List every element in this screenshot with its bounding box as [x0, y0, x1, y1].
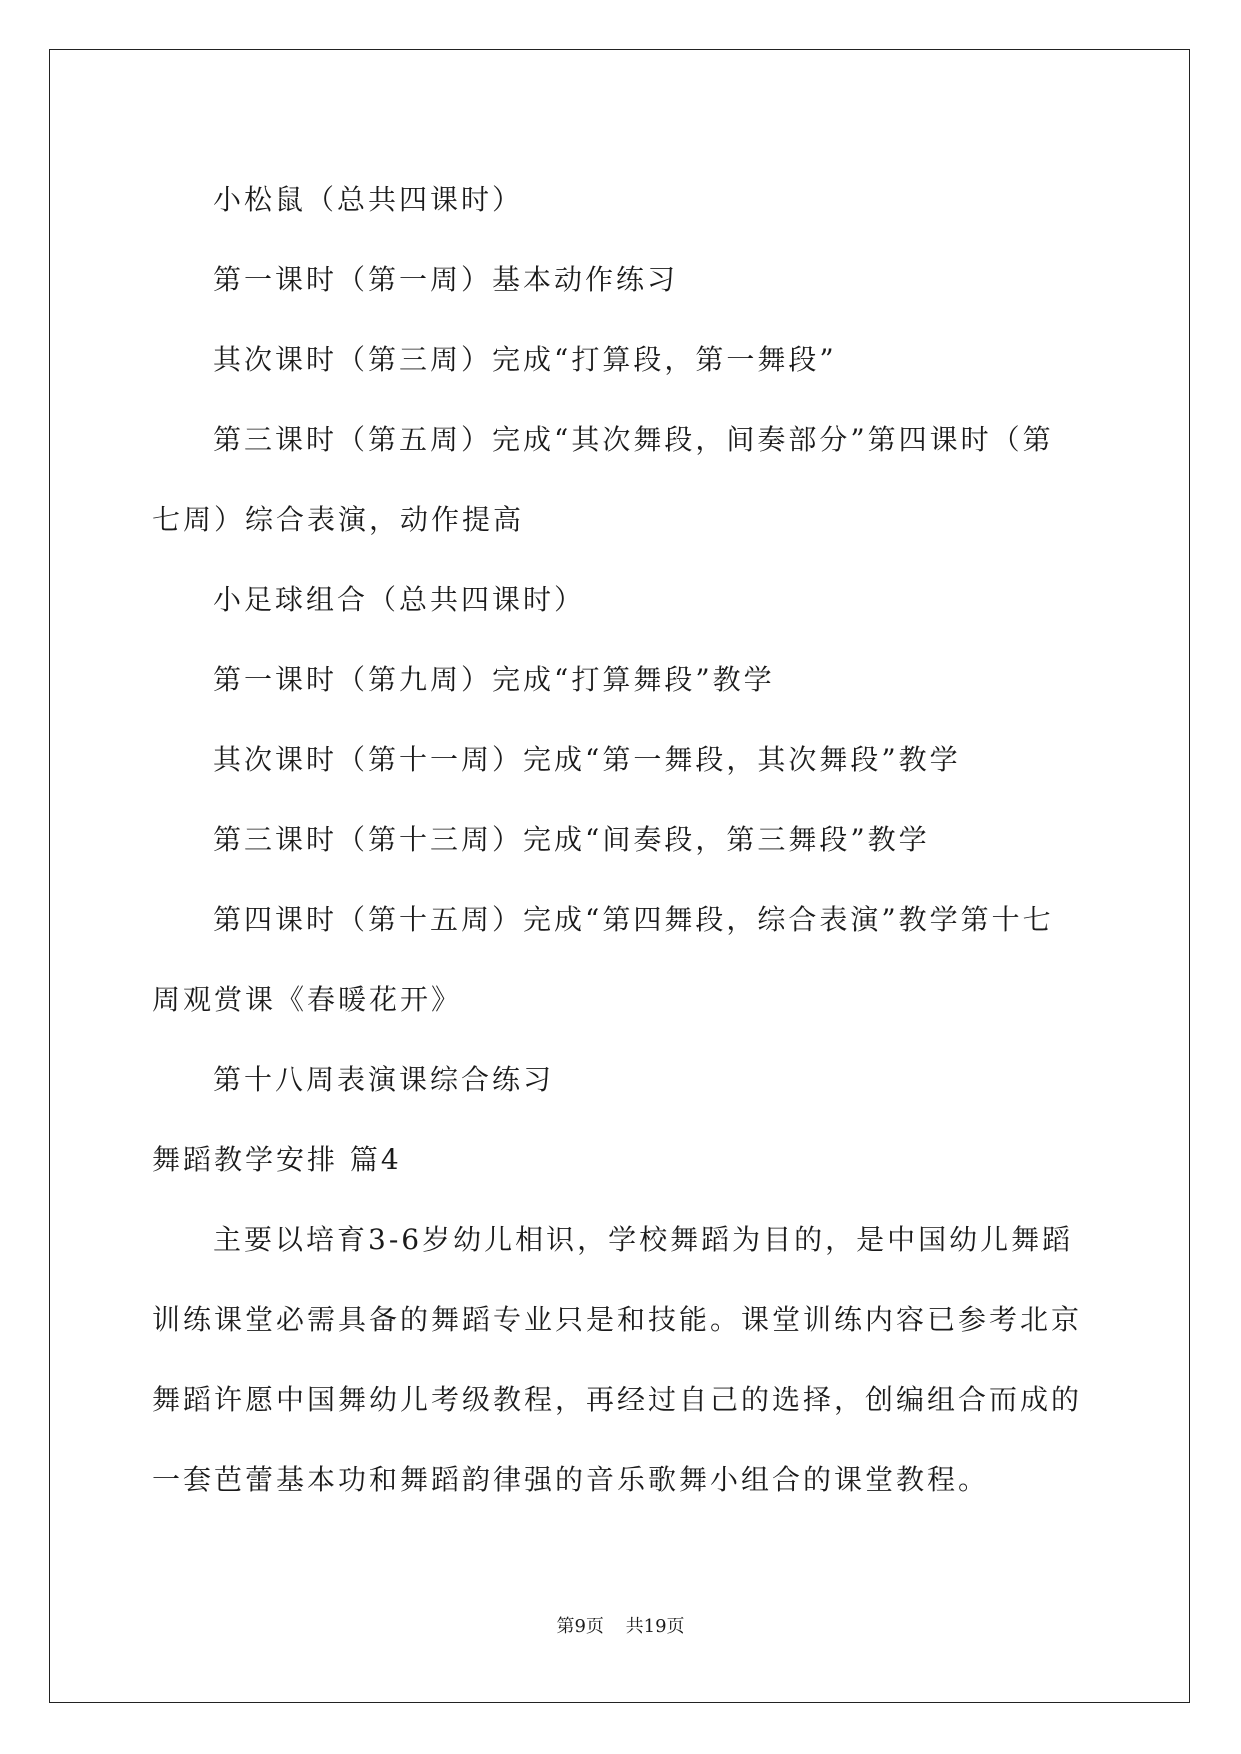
- page-number: 第9页: [556, 1616, 604, 1637]
- document-body: [152, 160, 1082, 1520]
- paragraph: 其次课时（第十一周）完成“第一舞段，其次舞段”教学: [213, 743, 961, 776]
- paragraph: 第三课时（第十三周）完成“间奏段，第三舞段”教学: [213, 823, 930, 856]
- body-paragraph: 主要以培育3-6岁幼儿相识，学校舞蹈为目的，是中国幼儿舞蹈训练课堂必需具备的舞蹈专业只是和技能。课堂训练内容已参考北京舞蹈许愿中国舞幼儿考级教程，再经过自己的选择，创编组合而成的一套芭蕾基本功和舞蹈韵律强的音乐歌舞小组合的课堂教程。: [152, 1223, 1083, 1496]
- paragraph: 第一课时（第一周）基本动作练习: [213, 263, 679, 296]
- section-heading: 舞蹈教学安排 篇4: [152, 1143, 402, 1176]
- paragraph: 第一课时（第九周）完成“打算舞段”教学: [213, 663, 775, 696]
- paragraph: 其次课时（第三周）完成“打算段，第一舞段”: [213, 343, 837, 376]
- paragraph: 第三课时（第五周）完成“其次舞段，间奏部分”第四课时（第七周）综合表演，动作提高: [152, 423, 1054, 536]
- paragraph: 第四课时（第十五周）完成“第四舞段，综合表演”教学第十七周观赏课《春暖花开》: [152, 903, 1054, 1016]
- paragraph: 小松鼠（总共四课时）: [213, 183, 524, 216]
- paragraph: 第十八周表演课综合练习: [213, 1063, 555, 1096]
- paragraph: 小足球组合（总共四课时）: [213, 583, 586, 616]
- page-footer: [0, 1612, 1241, 1638]
- page-total: 共19页: [625, 1616, 685, 1637]
